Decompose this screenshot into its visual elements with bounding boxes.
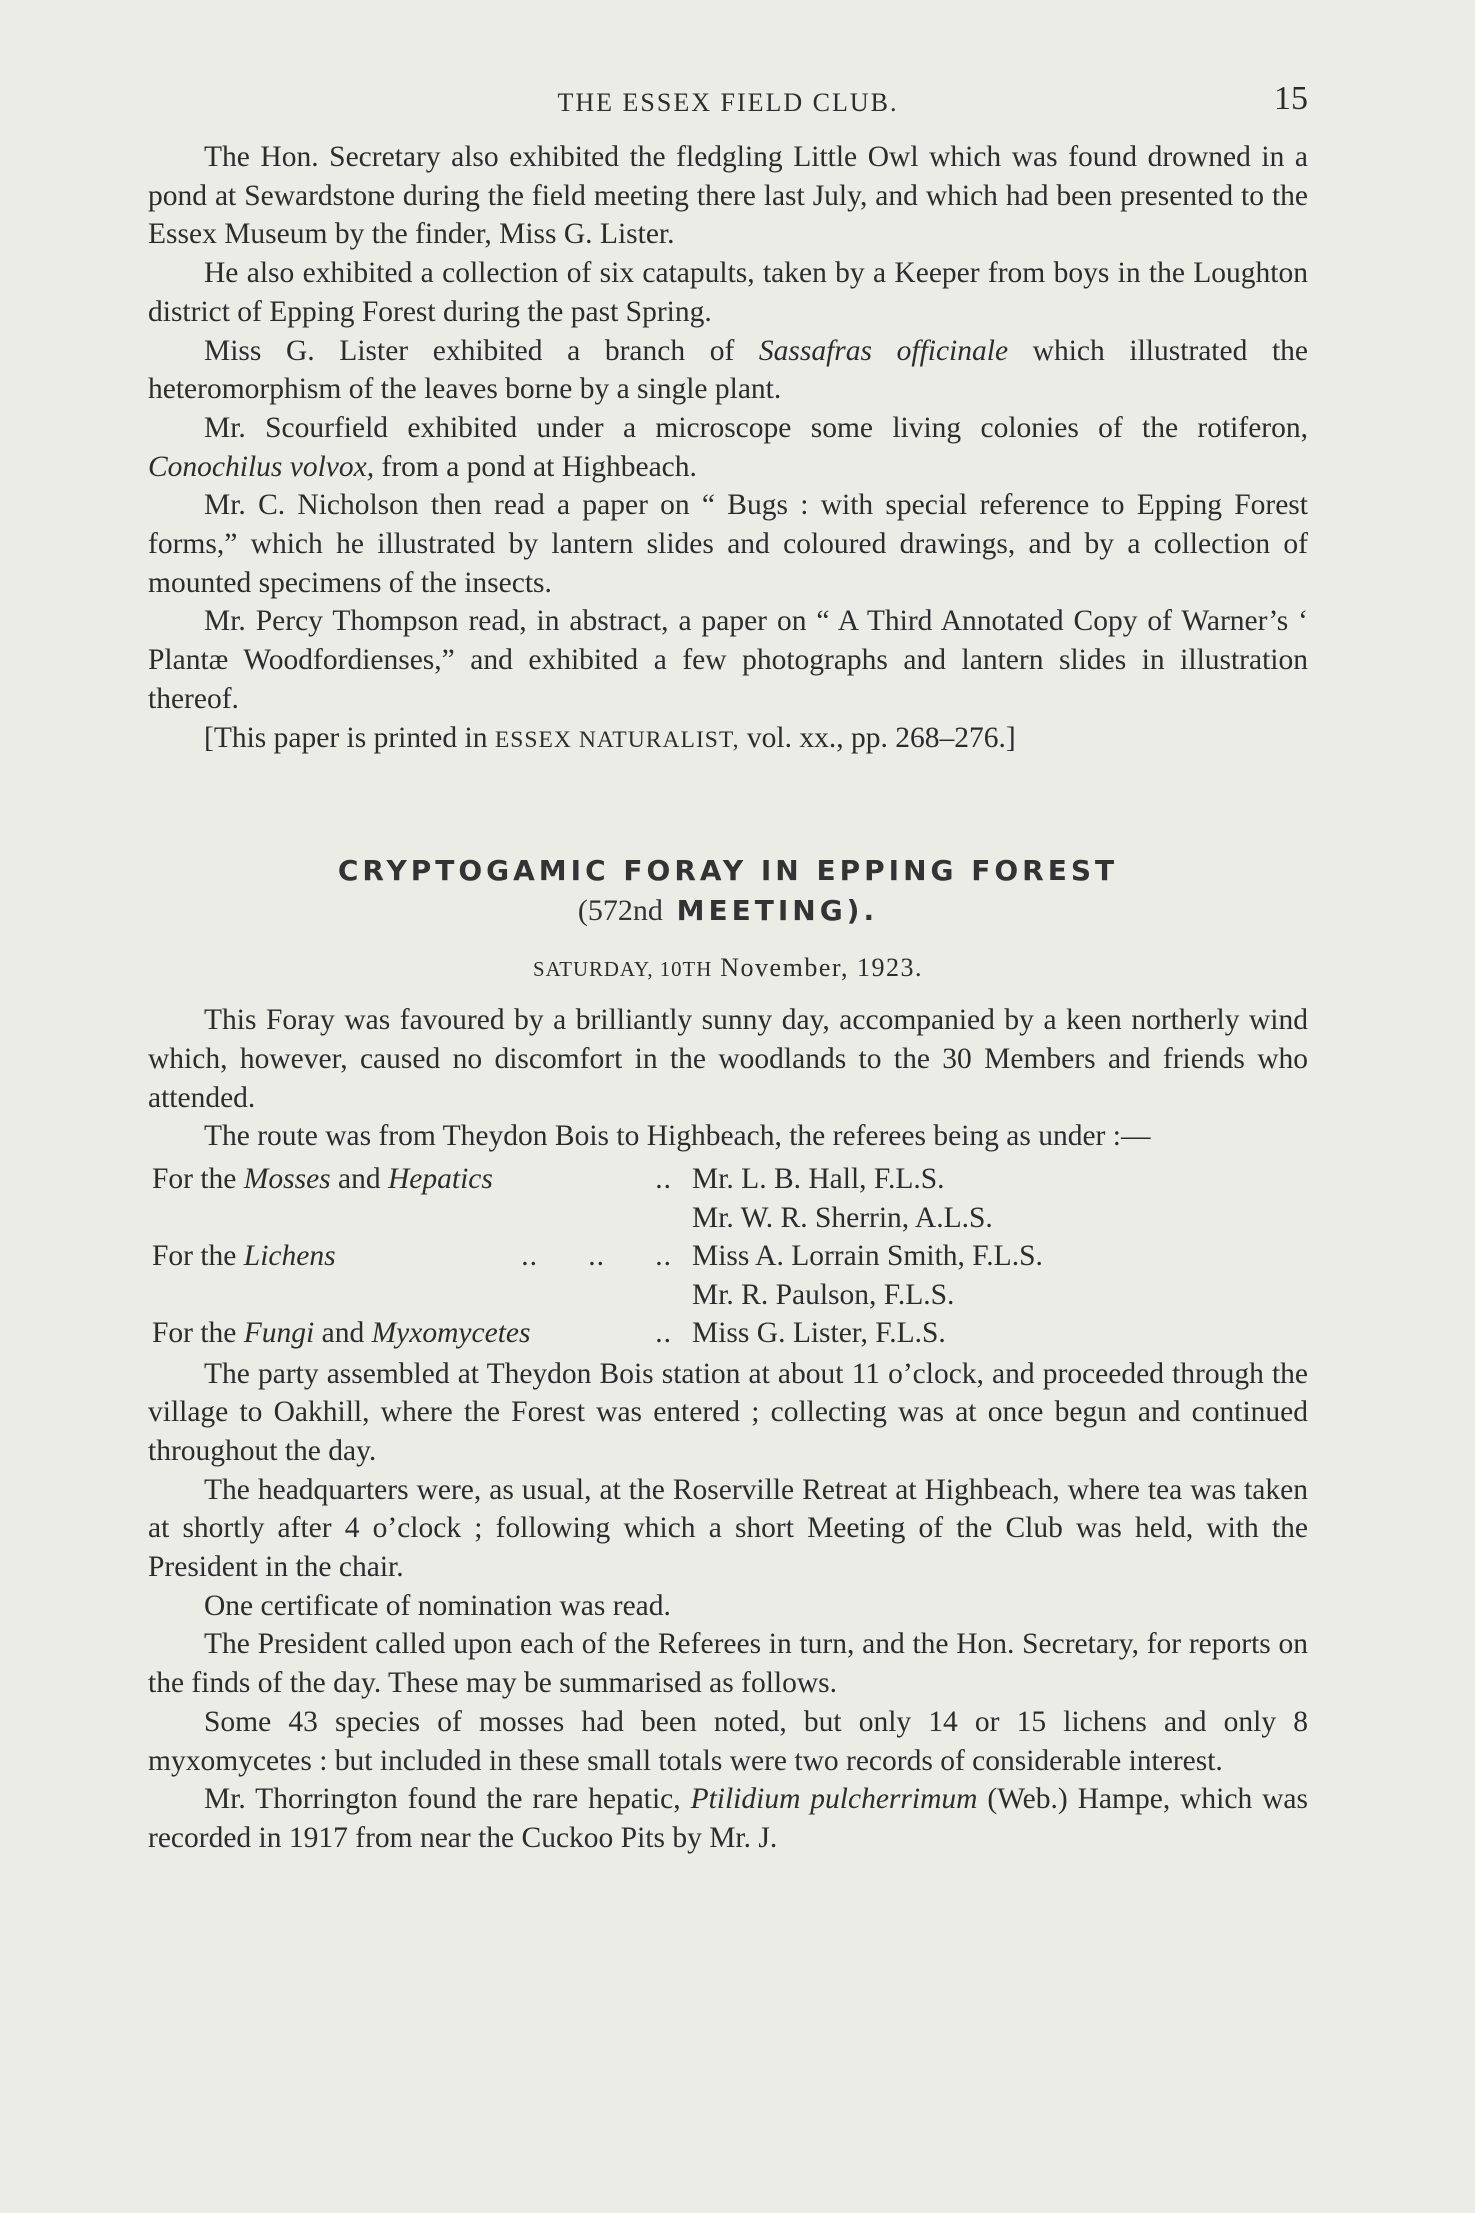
paragraph-sassafras [148, 332, 1308, 409]
text-run: from a pond at Highbeach. [374, 450, 697, 483]
text-run: Mr. Thorrington found the rare hepatic, [204, 1783, 691, 1816]
group-name: Lichens [243, 1240, 336, 1273]
text-run: (Web.) Hampe, which was recorded in 1917 from near the Cuckoo Pits by Mr. J. [148, 1783, 1308, 1854]
species-name: Conochilus volvox, [148, 450, 375, 483]
referee-row [152, 1160, 1308, 1199]
text-run: Mr. Scourfield exhibited under a microscope some living colonies of the rotiferon, [204, 411, 1308, 444]
page-number: 15 [1274, 80, 1308, 117]
running-head [148, 78, 1308, 138]
meeting-number: (572nd [577, 894, 663, 928]
running-title: THE ESSEX FIELD CLUB. [557, 88, 899, 117]
text-run: [This paper is printed in [204, 721, 495, 754]
text-run: vol. xx., pp. 268–276.] [739, 721, 1016, 754]
paragraph-route: The route was from Theydon Bois to Highbeach, the referees being as under :— [204, 1120, 1151, 1153]
paragraph-catapults: He also exhibited a collection of six catapults, taken by a Keeper from boys in the Loughton district of Epping Forest during the past Spring. [148, 257, 1308, 328]
paragraph-certificate: One certificate of nomination was read. [204, 1589, 671, 1622]
referee-group [152, 1237, 692, 1276]
referee-group [152, 1160, 692, 1199]
paragraph-nicholson: Mr. C. Nicholson then read a paper on “ Bugs : with special reference to Epping Forest forms,” which he illustrated by lantern slides and coloured drawings, and by a collection of mounted specimens of the insects. [148, 489, 1308, 599]
date-day: SATURDAY, 10TH [533, 958, 713, 982]
species-name: Ptilidium pulcherrimum [690, 1783, 978, 1816]
referee-name: Mr. W. R. Sherrin, A.L.S. [692, 1201, 993, 1234]
referee-row [152, 1276, 1308, 1315]
paragraph-assembly: The party assembled at Theydon Bois station at about 11 o’clock, and proceeded through the village to Oakhill, where the Forest was entered ; collecting was at once begun and continued throughout the day. [148, 1357, 1308, 1467]
leader-dots: .. [655, 1163, 672, 1196]
paragraph-scourfield [148, 409, 1308, 486]
group-name: Myxomycetes [371, 1317, 531, 1350]
referee-name: Miss G. Lister, F.L.S. [692, 1317, 946, 1350]
paragraph-little-owl: The Hon. Secretary also exhibited the fledgling Little Owl which was found drowned in a pond at Sewardstone during the field meeting there last July, and which had been presented to the Essex Museum by the finder, Miss G. Lister. [148, 141, 1308, 251]
paragraph-thompson: Mr. Percy Thompson read, in abstract, a paper on “ A Third Annotated Copy of Warner’s ‘ Plantæ Woodfordienses,” and exhibited a few photographs and lantern slides in illustration thereof. [148, 605, 1308, 715]
referee-name: Mr. R. Paulson, F.L.S. [692, 1278, 955, 1311]
text-run: and [330, 1163, 388, 1196]
referee-row [152, 1314, 1308, 1353]
species-name: Sassafras officinale [758, 334, 1009, 367]
referee-name: Miss A. Lorrain Smith, F.L.S. [692, 1240, 1043, 1273]
heading-line-1: CRYPTOGAMIC FORAY IN EPPING FOREST [337, 854, 1119, 888]
leader-dots: .. [655, 1317, 672, 1350]
referee-row [152, 1199, 1308, 1238]
referee-name: Mr. L. B. Hall, F.L.S. [692, 1163, 945, 1196]
text-run: For the [152, 1163, 244, 1196]
text-run: For the [152, 1317, 244, 1350]
text-run: Miss G. Lister exhibited a branch of [204, 334, 759, 367]
paragraph-weather: This Foray was favoured by a brilliantly sunny day, accompanied by a keen northerly wind which, however, caused no discomfort in the woodlands to the 30 Members and friends who attended. [148, 1004, 1308, 1114]
group-name: Mosses [243, 1163, 331, 1196]
group-name: Hepatics [387, 1163, 493, 1196]
heading-line-2 [148, 891, 1308, 931]
referee-group [152, 1199, 692, 1238]
heading-meeting: MEETING). [662, 894, 879, 928]
referees-list [152, 1160, 1308, 1353]
section-heading [148, 851, 1308, 931]
referee-row [152, 1237, 1308, 1276]
group-name: Fungi [243, 1317, 315, 1350]
paragraph-thorrington [148, 1780, 1308, 1857]
paragraph-species-counts: Some 43 species of mosses had been noted, but only 14 or 15 lichens and only 8 myxomycetes : but included in these small totals were two records of considerable interest. [148, 1705, 1308, 1777]
date-rest: November, 1923. [712, 953, 923, 983]
journal-name: ESSEX NATURALIST, [494, 726, 740, 753]
page [148, 78, 1308, 1858]
paragraph-reports: The President called upon each of the Referees in turn, and the Hon. Secretary, for reports on the finds of the day. These may be summarised as follows. [148, 1628, 1308, 1700]
referee-group [152, 1276, 692, 1315]
text-run: and [314, 1317, 372, 1350]
paragraph-headquarters: The headquarters were, as usual, at the Roserville Retreat at Highbeach, where tea was taken at shortly after 4 o’clock ; following which a short Meeting of the Club was held, with the President in the chair. [148, 1473, 1308, 1584]
referee-group [152, 1314, 692, 1353]
text-run: For the [152, 1240, 244, 1273]
leader-dots: .. .. .. [521, 1240, 672, 1273]
paragraph-note [148, 719, 1308, 760]
meeting-date [148, 953, 1308, 983]
text-run: which illustrated the heteromorphism of the leaves borne by a single plant. [148, 334, 1308, 406]
